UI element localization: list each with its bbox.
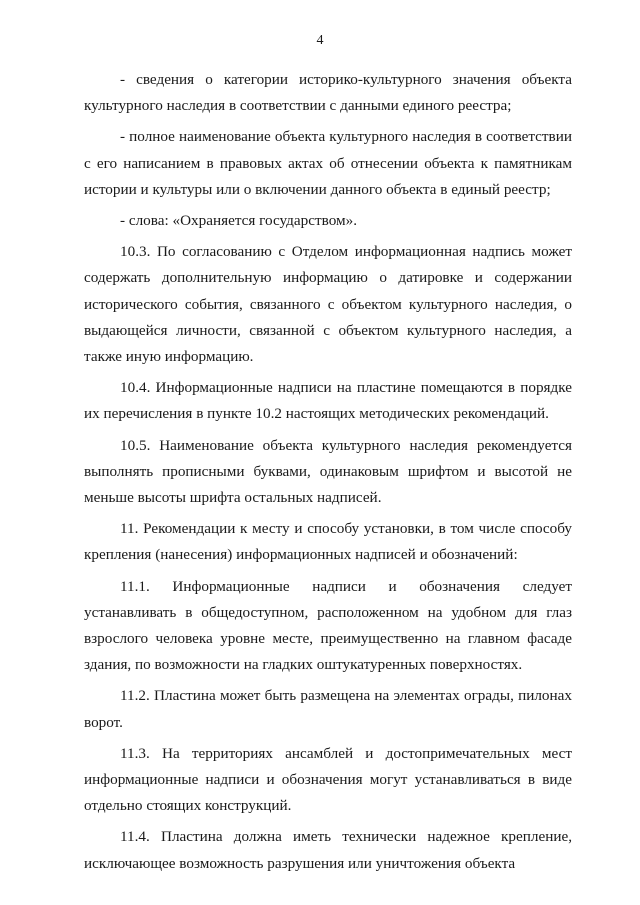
paragraph-10-3: 10.3. По согласованию с Отделом информационная надпись может содержать дополнительную информацию о датировке и содержании исторического события, связанного с объектом культурного наследия, о выдающейся личности, связанной с объектом культурного наследия, а также иную информацию. <box>84 243 572 366</box>
paragraph-10-4: 10.4. Информационные надписи на пластине помещаются в порядке их перечисления в пункте 10.2 настоящих методических рекомендаций. <box>84 379 572 423</box>
paragraph-category-info: - сведения о категории историко-культурного значения объекта культурного наследия в соответствии с данными единого реестра; <box>84 71 572 115</box>
paragraph-11-4: 11.4. Пластина должна иметь технически надежное крепление, исключающее возможность разрушения или уничтожения объекта <box>84 828 572 872</box>
paragraph-11-1: 11.1. Информационные надписи и обозначения следует устанавливать в общедоступном, расположенном на удобном для глаз взрослого человека уровне месте, преимущественно на главном фасаде здания, по возможности на гладких оштукатуренных поверхностях. <box>84 577 572 674</box>
document-body <box>84 67 572 882</box>
paragraph-11-2: 11.2. Пластина может быть размещена на элементах ограды, пилонах ворот. <box>84 687 572 731</box>
paragraph-full-name: - полное наименование объекта культурного наследия в соответствии с его написанием в правовых актах об отнесении объекта к памятникам истории и культуры или о включении данного объекта в единый реестр; <box>84 128 572 198</box>
paragraph-protected-words: - слова: «Охраняется государством». <box>120 212 357 230</box>
paragraph-10-5: 10.5. Наименование объекта культурного наследия рекомендуется выполнять прописными буквами, одинаковым шрифтом и высотой не меньше высоты шрифта остальных надписей. <box>84 436 572 507</box>
paragraph-11-3: 11.3. На территориях ансамблей и достопримечательных мест информационные надписи и обозначения могут устанавливаться в виде отдельно стоящих конструкций. <box>84 744 572 815</box>
page-number: 4 <box>316 33 324 48</box>
paragraph-11: 11. Рекомендации к месту и способу установки, в том числе способу крепления (нанесения) информационных надписей и обозначений: <box>84 520 572 564</box>
